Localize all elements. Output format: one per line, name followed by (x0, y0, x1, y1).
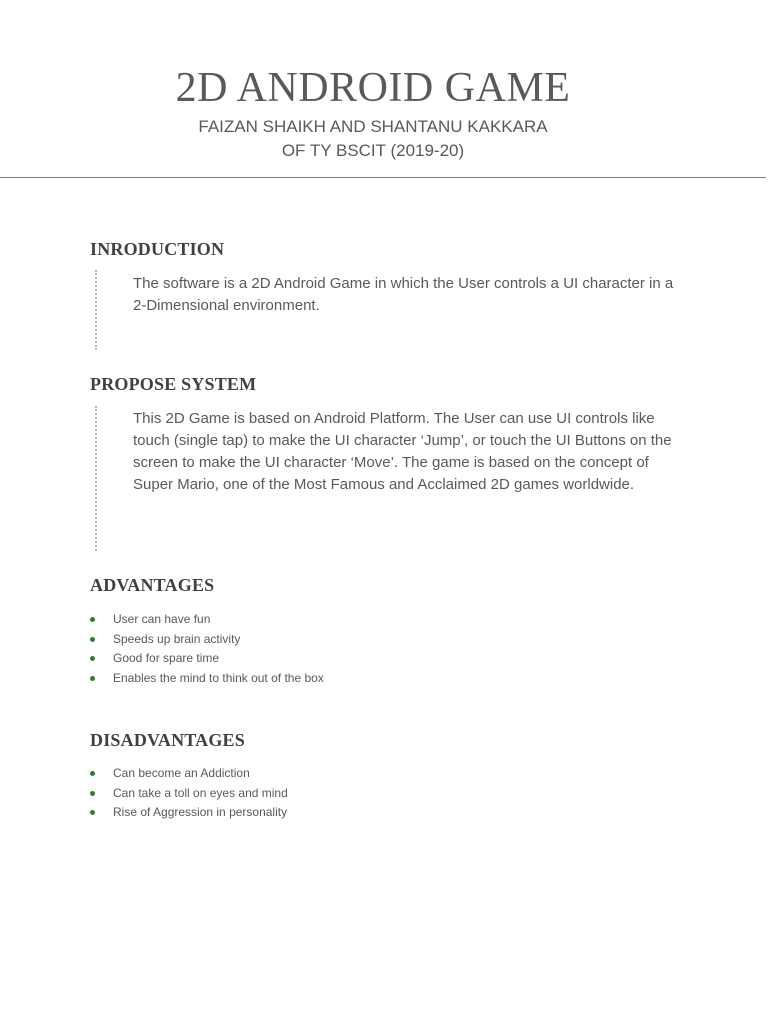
bullet-icon (90, 617, 95, 622)
document-title: 2D ANDROID GAME (175, 65, 571, 111)
list-item-text: Enables the mind to think out of the box (113, 670, 324, 685)
introduction-text: The software is a 2D Android Game in which the User controls a UI character in a 2-Dimensional environment. (133, 275, 674, 314)
list-item-text: User can have fun (113, 612, 211, 626)
advantages-list (90, 610, 324, 688)
list-item-text: Can take a toll on eyes and mind (113, 785, 288, 800)
proposed-system-block (95, 406, 685, 551)
disadvantages-heading: DISADVANTAGES (90, 730, 245, 750)
list-item-text: Good for spare time (113, 651, 220, 665)
bullet-icon (90, 637, 95, 642)
authors-line: FAIZAN SHAIKH AND SHANTANU KAKKARA (198, 117, 548, 136)
bullet-icon (90, 656, 95, 661)
list-item (90, 649, 324, 669)
bullet-icon (90, 676, 95, 681)
list-item (90, 630, 324, 650)
bullet-icon (90, 771, 95, 776)
list-item (90, 803, 288, 823)
class-line: OF TY BSCIT (2019-20) (281, 141, 465, 160)
list-item-text: Can become an Addiction (113, 766, 250, 780)
introduction-heading: INRODUCTION (90, 239, 225, 259)
disadvantages-list (90, 764, 288, 823)
list-item (90, 669, 324, 689)
list-item (90, 764, 288, 784)
introduction-block (95, 270, 685, 350)
list-item (90, 784, 288, 804)
list-item (90, 610, 324, 630)
list-item-text: Speeds up brain activity (113, 631, 241, 646)
bullet-icon (90, 791, 95, 796)
advantages-heading: ADVANTAGES (90, 575, 215, 595)
proposed-system-text: This 2D Game is based on Android Platform. The User can use UI controls like touch (single tap) to make the UI character ‘Jump’, or touch the UI Buttons on the screen to make the UI character ‘Move’. The game is based on the concept of Super Mario, one of the Most Famous and Acclaimed 2D games worldwide. (133, 410, 672, 493)
list-item-text: Rise of Aggression in personality (113, 805, 288, 819)
bullet-icon (90, 810, 95, 815)
proposed-system-heading: PROPOSE SYSTEM (90, 374, 257, 394)
header-divider (0, 177, 766, 178)
